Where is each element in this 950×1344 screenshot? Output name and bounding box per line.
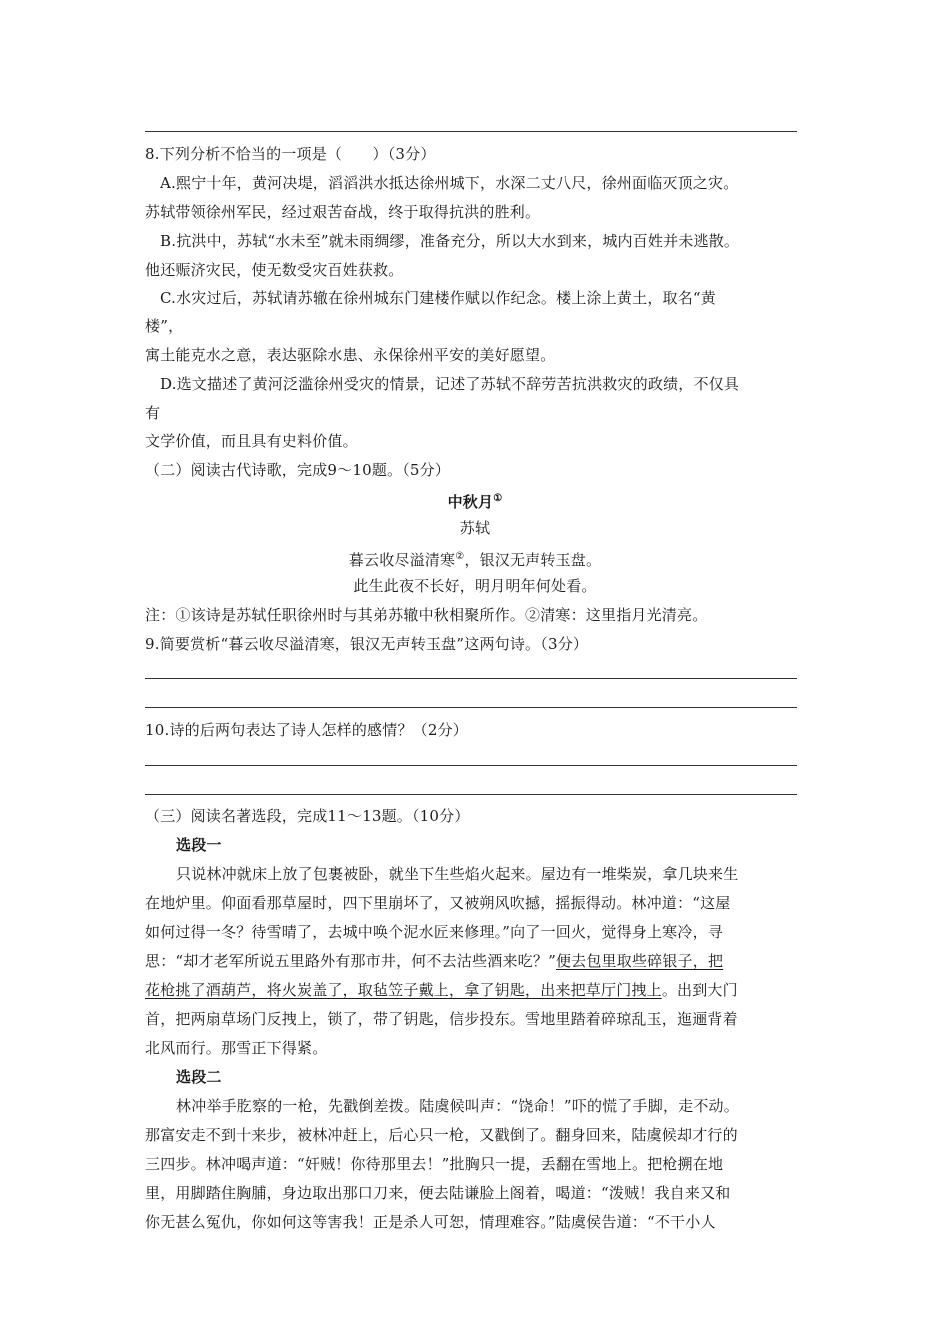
excerpt-2-line: 你无甚么冤仇，你如何这等害我！正是杀人可恕，情理难容。”陆虞侯告道：“不干小人 (145, 1213, 716, 1231)
underlined-sentence: 便去包里取些碎银子，把 (555, 952, 724, 970)
option-c: C.水灾过后，苏轼请苏辙在徐州城东门建楼作赋以作纪念。楼上涂上黄土，取名“黄 (160, 289, 716, 307)
option-a: A.熙宁十年，黄河决堤，滔滔洪水抵达徐州城下，水深二丈八尺，徐州面临灭顶之灾。 (160, 174, 739, 192)
excerpt-2-title: 选段二 (176, 1068, 222, 1086)
question-9: 9.简要赏析“暮云收尽溢清寒，银汉无声转玉盘”这两句诗。（3分） (145, 635, 589, 653)
excerpt-1-line: 只说林冲就床上放了包裹被卧，就坐下生些焰火起来。屋边有一堆柴炭，拿几块来生 (176, 865, 739, 883)
option-c-cont: 楼”， (145, 317, 184, 335)
answer-line (145, 707, 797, 708)
option-b: B.抗洪中，苏轼“水未至”就未雨绸缪，准备充分，所以大水到来，城内百姓并未逃散。 (160, 232, 740, 250)
excerpt-1-line: 花枪挑了酒葫芦，将火炭盖了，取毡笠子戴上，拿了钥匙，出来把草厅门拽上。出到大门 (145, 981, 738, 999)
answer-line (145, 678, 797, 679)
poem-line-2: 此生此夜不长好，明月明年何处看。 (353, 577, 597, 595)
answer-line (145, 794, 797, 795)
excerpt-2-line: 那富安走不到十来步，被林冲赶上，后心只一枪，又戳倒了。翻身回来，陆虞候却才行的 (145, 1126, 738, 1144)
poem-line-1: 暮云收尽溢清寒②，银汉无声转玉盘。 (348, 551, 602, 569)
excerpt-1-line: 首，把两扇草场门反拽上，锁了，带了钥匙，信步投东。雪地里踏着碎琼乱玉，迤逦背着 (145, 1010, 738, 1028)
option-d: D.选文描述了黄河泛滥徐州受灾的情景，记述了苏轼不辞劳苦抗洪救灾的政绩，不仅具 (160, 375, 740, 393)
question-10: 10.诗的后两句表达了诗人怎样的感情？（2分） (145, 721, 469, 739)
section3-heading: （三）阅读名著选段，完成11～13题。（10分） (145, 807, 470, 825)
poem-note: 注：①该诗是苏轼任职徐州时与其弟苏辙中秋相聚所作。②清寒：这里指月光清亮。 (145, 606, 708, 624)
excerpt-2-line: 三四步。林冲喝声道：“奸贼！你待那里去！”批胸只一提，丢翻在雪地上。把枪搠在地 (145, 1155, 724, 1173)
option-b-cont: 他还赈济灾民，使无数受灾百姓获救。 (145, 261, 404, 279)
option-a-cont: 苏轼带领徐州军民，经过艰苦奋战，终于取得抗洪的胜利。 (145, 203, 541, 221)
underlined-sentence: 花枪挑了酒葫芦，将火炭盖了，取毡笠子戴上，拿了钥匙，出来把草厅门拽上 (145, 981, 662, 999)
poem-title: 中秋月① (447, 493, 503, 511)
question-8: 8.下列分析不恰当的一项是（ ）（3分） (145, 145, 436, 163)
excerpt-2-line: 林冲举手肐察的一枪，先戳倒差拨。陆虞候叫声：“饶命！”吓的慌了手脚，走不动。 (176, 1097, 739, 1115)
option-d-cont: 有 (145, 404, 161, 422)
answer-line (145, 765, 797, 766)
section2-heading: （二）阅读古代诗歌，完成9～10题。（5分） (145, 461, 451, 479)
excerpt-1-line: 在地炉里。仰面看那草屋时，四下里崩坏了，又被朔风吹撼，摇振得动。林冲道：“这屋 (145, 894, 731, 912)
excerpt-1-line: 如何过得一冬？待雪晴了，去城中唤个泥水匠来修理。”向了一回火，觉得身上寒冷，寻 (145, 923, 723, 941)
excerpt-1-title: 选段一 (176, 836, 222, 854)
excerpt-1-line: 思：“却才老军所说五里路外有那市井，何不去沽些酒来吃？”便去包里取些碎银子，把 (145, 952, 724, 970)
excerpt-2-line: 里，用脚踏住胸脯，身边取出那口刀来，便去陆谦脸上阁着，喝道：“泼贼！我自来又和 (145, 1184, 731, 1202)
excerpt-1-line: 北风而行。那雪正下得紧。 (145, 1039, 328, 1057)
option-d-cont2: 文学价值，而且具有史料价值。 (145, 432, 358, 450)
option-c-cont2: 寓土能克水之意，表达驱除水患、永保徐州平安的美好愿望。 (145, 346, 556, 364)
poem-author: 苏轼 (459, 519, 491, 537)
answer-line (145, 131, 797, 132)
